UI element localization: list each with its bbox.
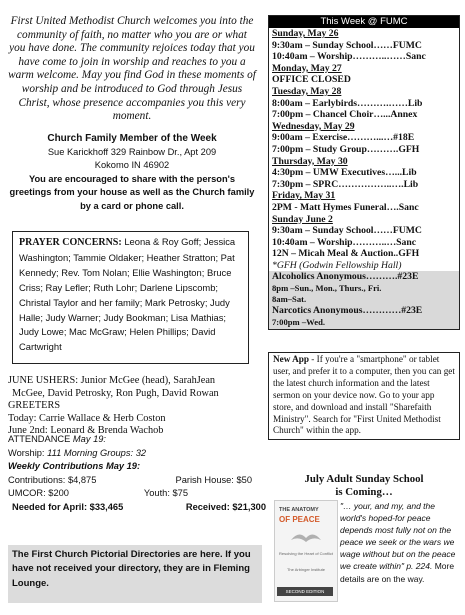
umcor-row: [8, 487, 266, 501]
needed-value: Needed for April: $33,465: [12, 501, 124, 512]
aa-line: Alcoholics Anonymous……….#23E: [272, 271, 419, 283]
worship-row: [8, 447, 266, 461]
schedule-line: 9:30am – Sunday School……FUMC: [272, 225, 422, 237]
prayer-heading: PRAYER CONCERNS:: [19, 237, 122, 248]
contributions-row: [8, 474, 266, 488]
new-app-text: - If you're a "smartphone" or tablet user, and prefer it to a computer, then you can get the latest church information and the latest sermon on your device now. Go to your app store, and download and install "Sharefaith Ministry". Search for "First United Methodist Church" within the app.: [273, 354, 455, 436]
sunday-school-title: [268, 473, 460, 499]
family-address-line1: Sue Karickhoff 329 Rainbow Dr., Apt 209: [47, 146, 217, 157]
prayer-concerns-box: [12, 231, 249, 364]
this-week-title: This Week @ FUMC: [269, 16, 459, 28]
ushers-line2: McGee, David Petrosky, Ron Pugh, David Rowan: [12, 387, 219, 399]
schedule-day-heading: Tuesday, May 28: [272, 85, 342, 97]
aa-box: [269, 271, 459, 328]
na-line: 7:00pm –Wed.: [272, 316, 325, 327]
prayer-names: Leona & Roy Goff; Jessica Washington; Tammie Oldaker; Heather Stratton; Pat Kennedy; Rev. Tom Nolan; Ellie Washington; Bruce Criss; Ray Lefler; Ruth Lohr; Darlene Lipscomb; Christal Taylor and her family; Mark Petrosky; Judy Halle; Judy Warner; Judy Bookman; Lisa Mathias; Judy Lowe; Mac McGraw; Helen Phillips; David Cartwright: [19, 236, 236, 353]
schedule-line: 7:00pm – Study Group……….GFH: [272, 143, 420, 155]
schedule-day-heading: Wednesday, May 29: [272, 120, 355, 132]
sunday-school-title-line1: July Adult Sunday School: [304, 473, 424, 485]
worship-label: Worship:: [8, 447, 45, 458]
groups-label: Morning Groups:: [63, 447, 134, 458]
aa-line: 8am–Sat.: [272, 294, 307, 305]
directory-note: The First Church Pictorial Directories are here. If you have not received your directory, they are in Fleming Lounge.: [8, 545, 262, 603]
schedule-line: 7:00pm – Chancel Choir…...Annex: [272, 109, 418, 121]
schedule-line: OFFICE CLOSED: [272, 74, 351, 86]
contributions-value: Contributions: $4,875: [8, 474, 97, 485]
youth-value: Youth: $75: [143, 488, 188, 499]
family-of-week-title: Church Family Member of the Week: [47, 133, 217, 144]
book-title-2: OF PEACE: [279, 515, 320, 524]
schedule-line: *GFH (Godwin Fellowship Hall): [272, 259, 402, 271]
book-author: The Arbinger Institute: [286, 567, 326, 572]
attendance-row: [8, 433, 266, 447]
na-line: Narcotics Anonymous…………#23E: [272, 305, 423, 317]
schedule-day-heading: Thursday, May 30: [272, 155, 348, 167]
umcor-value: UMCOR: $200: [8, 488, 69, 499]
greeters-june2: June 2nd: Leonard & Brenda Wachob: [8, 425, 164, 437]
attendance-section: [8, 433, 266, 515]
parish-value: Parish House: $50: [175, 474, 252, 485]
schedule-line: 8:00am – Earlybirds……….……Lib: [272, 97, 423, 109]
schedule-line: 12N – Micah Meal & Auction..GFH: [272, 248, 420, 260]
attendance-date: May 19:: [72, 434, 106, 444]
schedule-day-heading: Friday, May 31: [272, 190, 336, 202]
greeters-heading: GREETERS: [8, 400, 61, 412]
welcome-message: First United Methodist Church welcomes you into the community of faith, no matter who you are or what you have done. The community rejoices today that you have come to join in worship and reaches to you a warm welcome. May you find God in these moments of worship and be introduced to God through Jesus Christ, whose presence accompanies you this very moment.: [8, 15, 256, 123]
ushers-line1: JUNE USHERS: Junior McGee (head), SarahJean: [8, 375, 216, 386]
weekly-contributions-heading: Weekly Contributions May 19:: [8, 461, 141, 472]
received-value: Received: $21,300: [185, 501, 266, 512]
needed-row: [8, 501, 266, 515]
more-details-text: More details are on the way.: [340, 561, 455, 584]
book-edition: SECOND EDITION: [277, 587, 333, 596]
family-of-week: [8, 132, 256, 213]
book-title-1: THE ANATOMY: [279, 507, 319, 513]
schedule-day-heading: Sunday June 2: [272, 213, 333, 225]
schedule-day-heading: Sunday, May 26: [272, 28, 339, 39]
schedule-list: [269, 28, 459, 271]
schedule-line: 10:40am – Worship………..……Sanc: [272, 51, 426, 63]
groups-value: 32: [135, 447, 147, 458]
book-quote: [340, 500, 462, 585]
new-app-label: New App: [273, 354, 309, 364]
this-week-box: [268, 15, 460, 330]
schedule-line: 2PM - Matt Hymes Funeral….Sanc: [272, 201, 419, 213]
schedule-line: 4:30pm – UMW Executives…...Lib: [272, 167, 417, 179]
ushers-greeters: [8, 375, 263, 438]
schedule-line: 7:30pm – SPRC……………..….Lib: [272, 178, 419, 190]
quote-text: "… your, and my, and the world's hoped-for peace depends most fully not on the peace we seek or the wars we wage without but on the peace we create within" p. 224.: [340, 501, 456, 572]
book-cover-image: [274, 500, 338, 602]
greeters-today: Today: Carrie Wallace & Herb Coston: [8, 412, 166, 424]
worship-value: 111: [47, 447, 62, 458]
book-subtitle: Resolving the Heart of Conflict: [278, 551, 334, 556]
dove-icon: [289, 528, 323, 548]
new-app-box: [268, 352, 460, 440]
schedule-day-heading: Monday, May 27: [272, 62, 342, 74]
attendance-label: ATTENDANCE: [8, 434, 71, 444]
family-address-line2: Kokomo IN 46902: [94, 160, 170, 170]
schedule-line: 9:00am – Exercise………...…#18E: [272, 132, 415, 144]
sunday-school-title-line2: is Coming…: [335, 485, 393, 498]
schedule-line: 9:30am – Sunday School……FUMC: [272, 39, 422, 51]
family-encourage-text: You are encouraged to share with the person's greetings from your house as well as the Church family by a card or phone call.: [9, 173, 255, 211]
aa-line: 8pm –Sun., Mon., Thurs., Fri.: [272, 283, 382, 294]
schedule-line: 10:40am – Worship………..…Sanc: [272, 236, 417, 248]
